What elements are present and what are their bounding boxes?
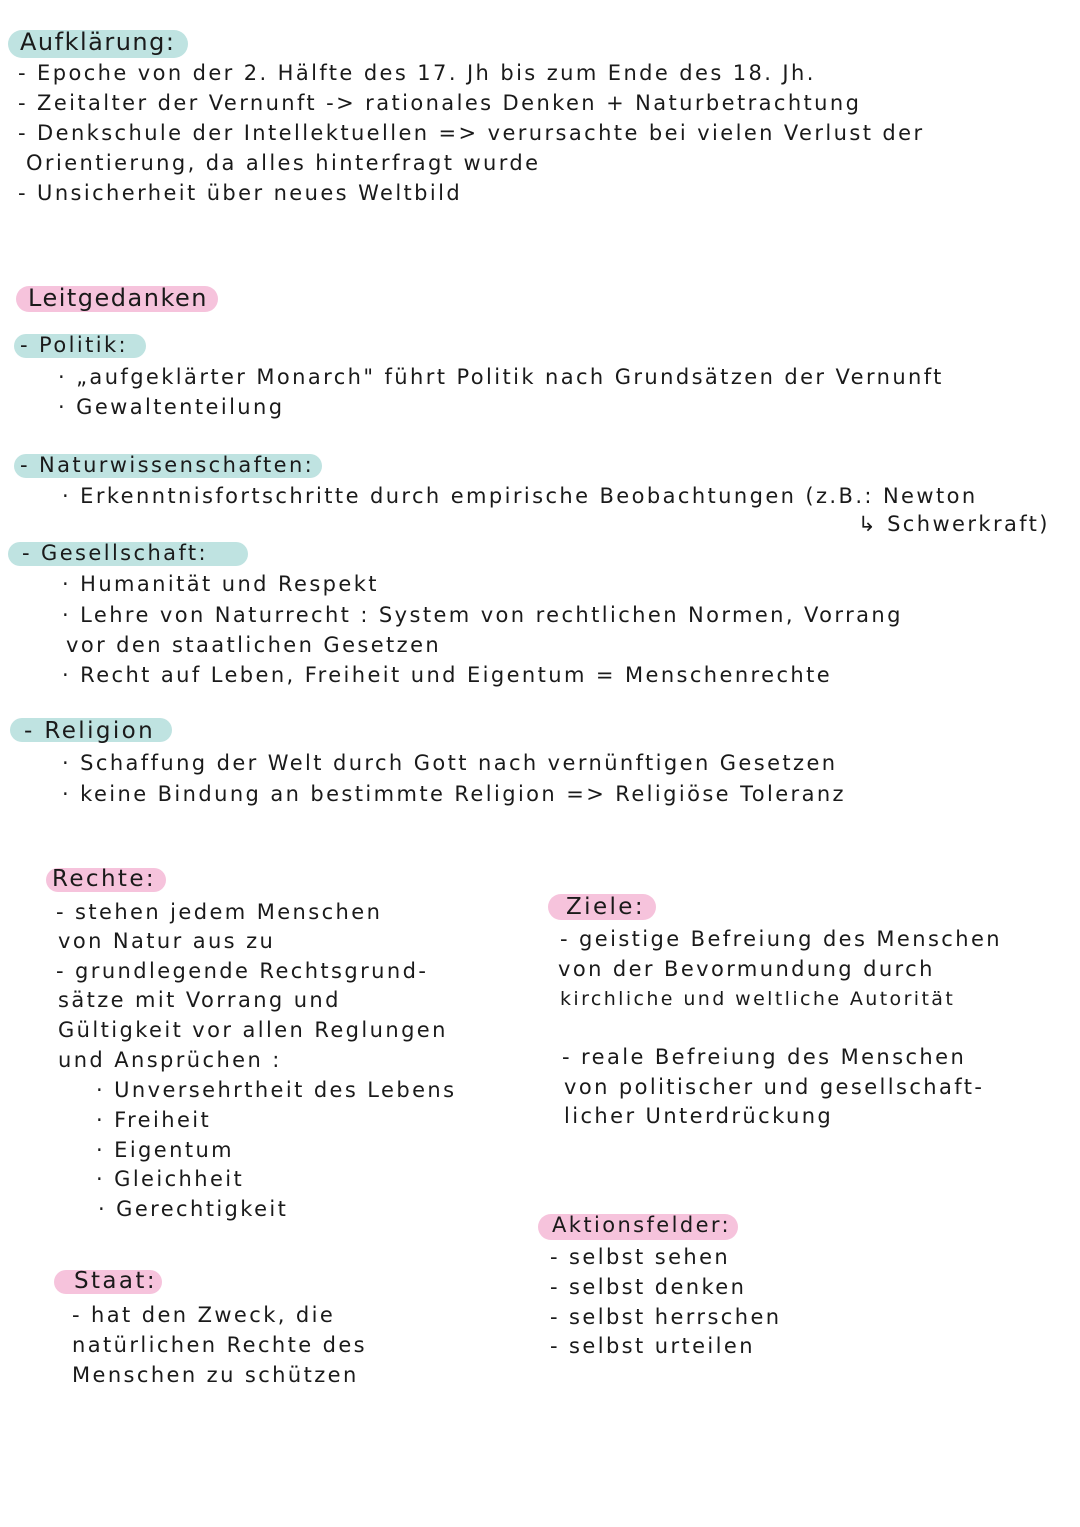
- politik-item: · „aufgeklärter Monarch" führt Politik nach Grundsätzen der Vernunft: [58, 365, 944, 389]
- natur-heading: - Naturwissenschaften:: [20, 453, 315, 477]
- rechte-item: · Gleichheit: [96, 1167, 245, 1191]
- natur-item: · Erkenntnisfortschritte durch empirische Beobachtungen (z.B.: Newton: [62, 484, 978, 508]
- staat-line: natürlichen Rechte des: [72, 1333, 368, 1357]
- aktionsfelder-item: - selbst herrschen: [550, 1305, 782, 1329]
- ziele-line: - reale Befreiung des Menschen: [562, 1045, 967, 1069]
- natur-item: ↳ Schwerkraft): [858, 512, 1050, 536]
- gesellschaft-item: vor den staatlichen Gesetzen: [66, 633, 442, 657]
- rechte-heading: Rechte:: [52, 866, 157, 892]
- intro-line: Orientierung, da alles hinterfragt wurde: [26, 151, 541, 175]
- rechte-item: · Freiheit: [96, 1108, 212, 1132]
- rechte-line: - grundlegende Rechtsgrund-: [56, 959, 429, 983]
- religion-item: · keine Bindung an bestimmte Religion => Religiöse Toleranz: [62, 782, 846, 806]
- politik-item: · Gewaltenteilung: [58, 395, 285, 419]
- staat-line: Menschen zu schützen: [72, 1363, 359, 1387]
- aktionsfelder-item: - selbst sehen: [550, 1245, 731, 1269]
- rechte-item: · Unversehrtheit des Lebens: [96, 1078, 457, 1102]
- intro-line: - Zeitalter der Vernunft -> rationales Denken + Naturbetrachtung: [18, 91, 862, 115]
- gesellschaft-item: · Recht auf Leben, Freiheit und Eigentum = Menschenrechte: [62, 663, 833, 687]
- intro-line: - Denkschule der Intellektuellen => verursachte bei vielen Verlust der: [18, 121, 925, 145]
- intro-line: - Epoche von der 2. Hälfte des 17. Jh bis zum Ende des 18. Jh.: [18, 61, 816, 85]
- aktionsfelder-item: - selbst denken: [550, 1275, 747, 1299]
- ziele-line: kirchliche und weltliche Autorität: [560, 988, 956, 1010]
- religion-heading: - Religion: [24, 718, 156, 744]
- ziele-line: - geistige Befreiung des Menschen: [560, 927, 1002, 951]
- rechte-line: und Ansprüchen :: [58, 1048, 282, 1072]
- ziele-line: von politischer und gesellschaft-: [564, 1075, 985, 1099]
- staat-heading: Staat:: [74, 1268, 157, 1294]
- aktionsfelder-item: - selbst urteilen: [550, 1334, 755, 1358]
- rechte-line: - stehen jedem Menschen: [56, 900, 383, 924]
- rechte-line: sätze mit Vorrang und: [58, 988, 341, 1012]
- gesellschaft-item: · Lehre von Naturrecht : System von rechtlichen Normen, Vorrang: [62, 603, 903, 627]
- leitgedanken-heading: Leitgedanken: [28, 284, 208, 312]
- gesellschaft-item: · Humanität und Respekt: [62, 572, 379, 596]
- rechte-item: · Eigentum: [96, 1138, 235, 1162]
- staat-line: - hat den Zweck, die: [72, 1303, 336, 1327]
- gesellschaft-heading: - Gesellschaft:: [22, 541, 208, 565]
- religion-item: · Schaffung der Welt durch Gott nach vernünftigen Gesetzen: [62, 751, 838, 775]
- ziele-line: von der Bevormundung durch: [558, 957, 935, 981]
- rechte-line: von Natur aus zu: [58, 929, 276, 953]
- ziele-heading: Ziele:: [566, 894, 645, 920]
- page-title: Aufklärung:: [20, 28, 176, 56]
- intro-line: - Unsicherheit über neues Weltbild: [18, 181, 463, 205]
- rechte-item: · Gerechtigkeit: [98, 1197, 289, 1221]
- politik-heading: - Politik:: [20, 333, 128, 357]
- aktionsfelder-heading: Aktionsfelder:: [552, 1213, 732, 1237]
- rechte-line: Gültigkeit vor allen Reglungen: [58, 1018, 448, 1042]
- ziele-line: licher Unterdrückung: [564, 1104, 834, 1128]
